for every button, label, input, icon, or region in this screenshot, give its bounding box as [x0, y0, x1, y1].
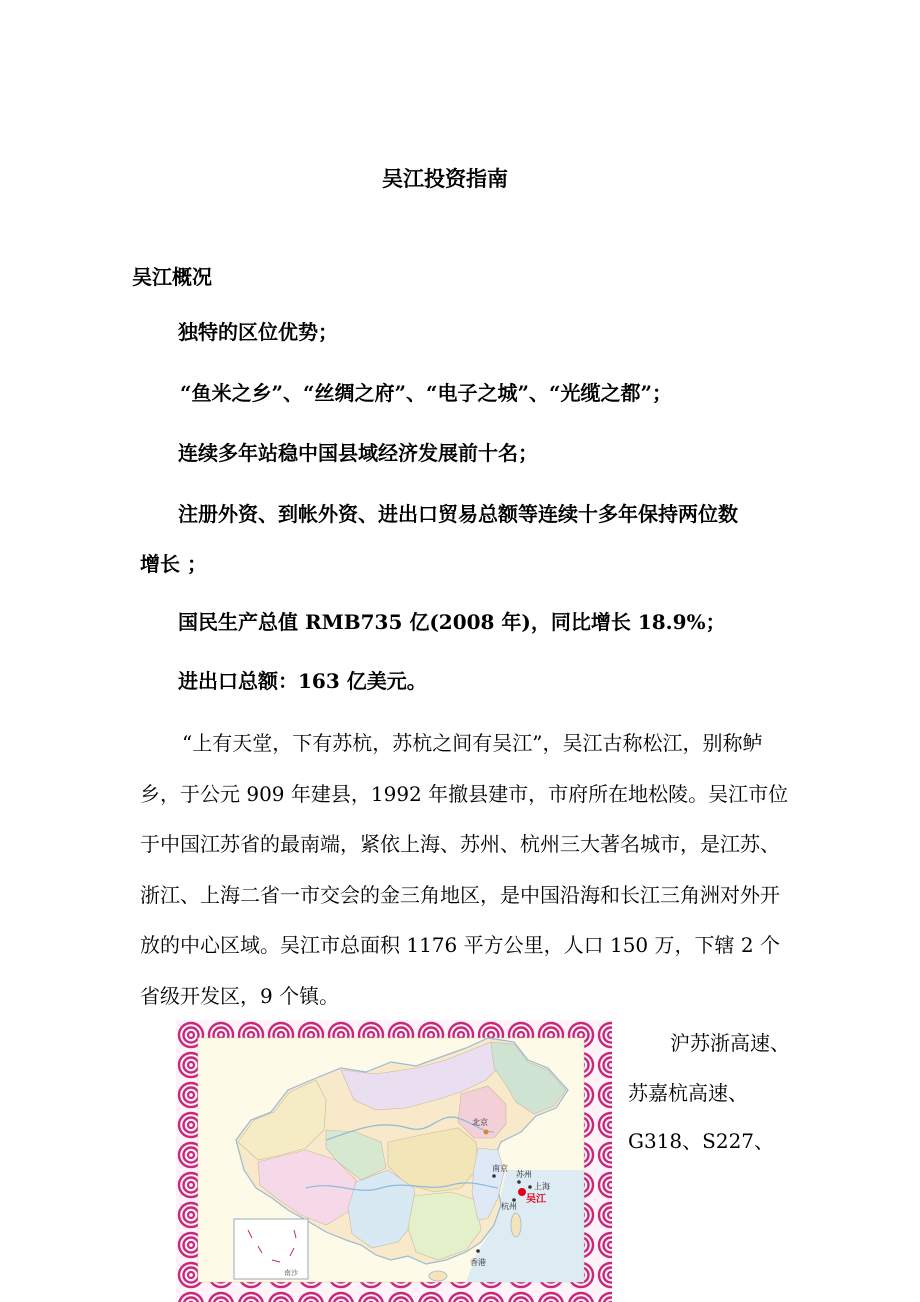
hongkong-label: 香港 — [470, 1258, 486, 1267]
beijing-label: 北京 — [472, 1118, 488, 1127]
bullet-location: 独特的区位优势； — [178, 320, 338, 344]
section-heading: 吴江概况 — [132, 265, 212, 289]
bullet-foreign-investment: 注册外资、到帐外资、进出口贸易总额等连续十多年保持两位数 — [178, 502, 738, 526]
nanjing-marker — [492, 1174, 496, 1178]
wujiang-marker — [518, 1188, 526, 1196]
side-text-line-1: 沪苏浙高速、 — [670, 1031, 790, 1055]
bullet-nicknames: “鱼米之乡”、“丝绸之府”、“电子之城”、“光缆之都”； — [180, 381, 673, 405]
shanghai-marker — [528, 1185, 532, 1189]
suzhou-marker — [517, 1180, 521, 1184]
bullet-trade: 进出口总额：163 亿美元。 — [178, 669, 427, 693]
nanjing-label: 南京 — [492, 1164, 508, 1173]
side-text-line-3: G318、S227、 — [628, 1129, 775, 1153]
nansha-label: 南沙 — [284, 1269, 298, 1277]
bullet-foreign-investment-cont: 增长 ； — [140, 552, 207, 576]
hongkong-marker — [476, 1249, 480, 1253]
shanghai-label: 上海 — [534, 1182, 550, 1191]
hangzhou-label: 杭州 — [501, 1202, 517, 1211]
bullet-ranking: 连续多年站稳中国县域经济发展前十名； — [178, 441, 538, 465]
taiwan-island — [511, 1213, 521, 1237]
suzhou-label: 苏州 — [516, 1170, 532, 1179]
document-title: 吴江投资指南 — [382, 166, 508, 191]
hainan-island — [429, 1271, 447, 1281]
side-text-line-2: 苏嘉杭高速、 — [628, 1081, 748, 1105]
wujiang-label: 吴江 — [526, 1194, 546, 1205]
intro-paragraph: “上有天堂，下有苏杭，苏杭之间有吴江”，吴江古称松江，别称鲈乡，于公元 909 年建县，1992 年撤县建市，市府所在地松陵。吴江市位于中国江苏省的最南端，紧依上海、苏州、杭州三大著名城市，是江苏、浙江、上海二省一市交会的金三角地区，是中国沿海和长江三角洲对外开放的中心区域。吴江市总面积 1176 平方公里，人口 150 万，下辖 2 个省级开发区，9 个镇。 — [140, 731, 789, 1008]
china-map-image — [176, 1020, 612, 1302]
bullet-gdp: 国民生产总值 RMB735 亿(2008 年)，同比增长 18.9%； — [178, 610, 726, 634]
beijing-marker — [484, 1130, 489, 1135]
